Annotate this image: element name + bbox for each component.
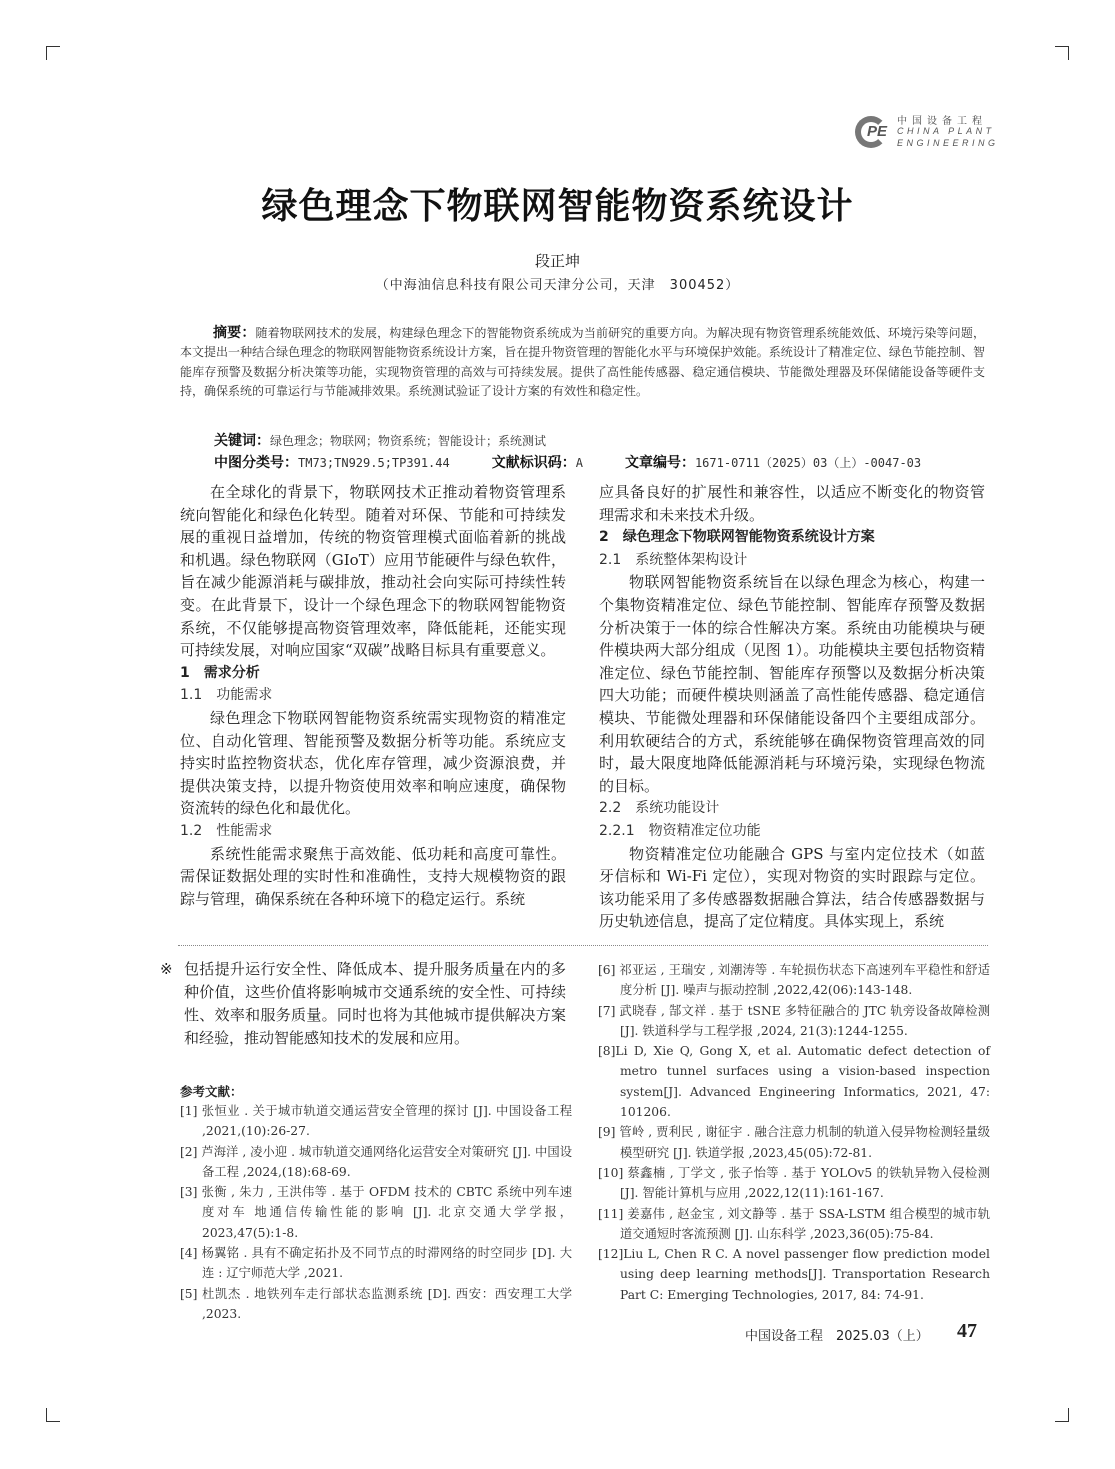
references-heading: 参考文献：: [180, 1084, 243, 1099]
doc-code-label: 文献标识码：: [491, 455, 576, 471]
reference-item: [6] 祁亚运 , 王瑞安 , 刘潮涛等 . 车轮损伤状态下高速列车平稳性和舒适度分析 [J]. 噪声与振动控制 ,2022,42(06):143-148.: [598, 963, 990, 998]
divider: [178, 945, 988, 946]
crop-mark-bl: [46, 1408, 60, 1422]
journal-name-en-2: ENGINEERING: [897, 138, 999, 148]
reference-item: [8]Li D, Xie Q, Gong X, et al. Automatic defect detection of metro tunnel surfaces using a vision-based inspection system[J]. Advanced Engineering Informatics, 2021, 47: 101206.: [598, 1044, 990, 1120]
keywords-label: 关键词：: [214, 433, 270, 449]
reference-item: [3] 张衡 , 朱力 , 王洪伟等 . 基于 OFDM 技术的 CBTC 系统中列车速度对车 地通信传输性能的影响 [J]. 北京交通大学学报，2023,47(5):1-8.: [180, 1185, 572, 1240]
keywords-text: 绿色理念；物联网；物资系统；智能设计；系统测试: [270, 434, 547, 448]
section-1-2-heading: 1.2 性能需求: [180, 822, 273, 839]
article-no-value: 1671-0711（2025）03（上）-0047-03: [694, 456, 922, 470]
section-1-1-heading: 1.1 功能需求: [180, 687, 273, 704]
abstract-text: 随着物联网技术的发展，构建绿色理念下的智能物资系统成为当前研究的重要方向。为解决现有物资管理系统能效低、环境污染等问题，本文提出一种结合绿色理念的物联网智能物资系统设计方案，旨在提升物资管理的智能化水平与环境保护效能。系统设计了精准定位、绿色节能控制、智能库存预警及数据分析决策等功能，实现物资管理的高效与可持续发展。提供了高性能传感器、稳定通信模块、节能微处理器及环保储能设备等硬件支持，确保系统的可靠运行与节能减排效果。系统测试验证了设计方案的有效性和稳定性。: [180, 326, 985, 398]
crop-mark-tl: [46, 46, 60, 60]
note-symbol: ※: [160, 960, 173, 978]
paragraph: 系统性能需求聚焦于高效能、低功耗和高度可靠性。需保证数据处理的实时性和准确性，支持大规模物资的跟踪与管理，确保系统在各种环境下的稳定运行。系统: [180, 844, 566, 908]
reference-item: [12]Liu L, Chen R C. A novel passenger flow prediction model using deep learning methods[J]. Transportation Research Part C: Emerging Technologies, 2017, 84: 74-91.: [598, 1247, 990, 1302]
reference-item: [9] 管岭 , 贾利民 , 谢征宇 . 融合注意力机制的轨道入侵异物检测轻量级模型研究 [J]. 铁道学报 ,2023,45(05):72-81.: [598, 1125, 990, 1160]
continued-note: [160, 958, 566, 1050]
intro-paragraph: 在全球化的背景下，物联网技术正推动着物资管理系统向智能化和绿色化转型。随着对环保、节能和可持续发展的重视日益增加，传统的物资管理模式面临着新的挑战和机遇。绿色物联网（GIoT）应用节能硬件与绿色软件，旨在减少能源消耗与碳排放，推动社会向实际可持续性转变。在此背景下，设计一个绿色理念下的物联网智能物资系统，不仅能够提高物资管理效率，降低能耗，还能实现可持续发展，对响应国家“双碳”战略目标具有重要意义。: [180, 483, 566, 660]
reference-item: [4] 杨翼铭 . 具有不确定拓扑及不同节点的时滞网络的时空同步 [D]. 大连 : 辽宁师范大学 ,2021.: [180, 1246, 572, 1281]
crop-mark-tr: [1055, 46, 1069, 60]
paragraph: 应具备良好的扩展性和兼容性，以适应不断变化的物资管理需求和未来技术升级。: [599, 483, 985, 524]
logo-pe-text: PE: [867, 123, 888, 140]
references-right: [598, 960, 990, 1305]
journal-logo: [855, 112, 999, 152]
clc-value: TM73;TN929.5;TP391.44: [298, 456, 450, 470]
right-column: [599, 481, 985, 933]
paragraph: 物资精准定位功能融合 GPS 与室内定位技术（如蓝牙信标和 Wi-Fi 定位），实现对物资的实时跟踪与定位。该功能采用了多传感器数据融合算法，结合传感器数据与历史轨迹信息，提高了定位精度。具体实现上，系统: [599, 844, 985, 931]
reference-item: [7] 武晓春 , 郜文祥 . 基于 tSNE 多特征融合的 JTC 轨旁设备故障检测 [J]. 铁道科学与工程学报 ,2024, 21(3):1244-1255.: [598, 1003, 990, 1038]
section-2-2-heading: 2.2 系统功能设计: [599, 800, 720, 817]
reference-item: [5] 杜凯杰 . 地铁列车走行部状态监测系统 [D]. 西安：西安理工大学 ,2023.: [180, 1286, 572, 1321]
abstract-label: 摘要：: [213, 325, 256, 341]
doc-code-value: A: [575, 456, 583, 470]
journal-name-en-1: CHINA PLANT: [897, 126, 995, 136]
reference-item: [2] 芦海洋 , 凌小迎 . 城市轨道交通网络化运营安全对策研究 [J]. 中国设备工程 ,2024,(18):68-69.: [180, 1144, 572, 1179]
footer-journal-issue: 中国设备工程 2025.03（上）: [745, 1329, 929, 1344]
crop-mark-br: [1055, 1408, 1069, 1422]
article-title: 绿色理念下物联网智能物资系统设计: [261, 186, 854, 227]
clc-label: 中图分类号：: [214, 455, 298, 471]
classification-line: [214, 452, 921, 472]
section-1-heading: 1 需求分析: [180, 664, 260, 681]
page-number: 47: [957, 1320, 977, 1342]
references-left: [180, 1101, 572, 1324]
affiliation: （中海油信息科技有限公司天津分公司，天津 300452）: [375, 278, 740, 293]
left-column: [180, 481, 566, 910]
article-no-label: 文章编号：: [624, 455, 695, 471]
keywords: [214, 430, 546, 450]
paragraph: 绿色理念下物联网智能物资系统需实现物资的精准定位、自动化管理、智能预警及数据分析等功能。系统应支持实时监控物资状态，优化库存管理，减少资源浪费，并提供决策支持，以提升物资使用效率和响应速度，确保物资流转的绿色化和最优化。: [180, 708, 566, 818]
author: 段正坤: [534, 252, 580, 270]
note-text: 包括提升运行安全性、降低成本、提升服务质量在内的多种价值，这些价值将影响城市交通系统的安全性、可持续性、效率和服务质量。同时也将为其他城市提供解决方案和经验，推动智能感知技术的发展和应用。: [184, 960, 566, 1047]
paragraph: 物联网智能物资系统旨在以绿色理念为核心，构建一个集物资精准定位、绿色节能控制、智能库存预警及数据分析决策于一体的综合性解决方案。系统由功能模块与硬件模块两大部分组成（见图 1）。功能模块主要包括物资精准定位、绿色节能控制、智能库存预警以及数据分析决策四大功能；而硬件模块则涵盖了高性能传感器、稳定通信模块、节能微处理器和环保储能设备四个主要组成部分。利用软硬结合的方式，系统能够在确保物资管理高效的同时，最大限度地降低能源消耗与环境污染，实现绿色物流的目标。: [599, 573, 985, 795]
reference-item: [10] 蔡鑫楠 , 丁学文 , 张子怡等 . 基于 YOLOv5 的铁轨异物入侵检测 [J]. 智能计算机与应用 ,2022,12(11):161-167.: [598, 1165, 990, 1201]
abstract: [180, 322, 985, 401]
section-2-1-heading: 2.1 系统整体架构设计: [599, 551, 748, 568]
section-2-heading: 2 绿色理念下物联网智能物资系统设计方案: [599, 529, 875, 546]
reference-item: [11] 姜嘉伟 , 赵金宝 , 刘文静等 . 基于 SSA-LSTM 组合模型的城市轨道交通短时客流预测 [J]. 山东科学 ,2023,36(05):75-84.: [598, 1206, 990, 1241]
section-2-2-1-heading: 2.2.1 物资精准定位功能: [599, 822, 761, 839]
reference-item: [1] 张恒业 . 关于城市轨道交通运营安全管理的探讨 [J]. 中国设备工程 ,2021,(10):26-27.: [180, 1104, 572, 1139]
journal-name-cn: 中国设备工程: [897, 116, 987, 127]
